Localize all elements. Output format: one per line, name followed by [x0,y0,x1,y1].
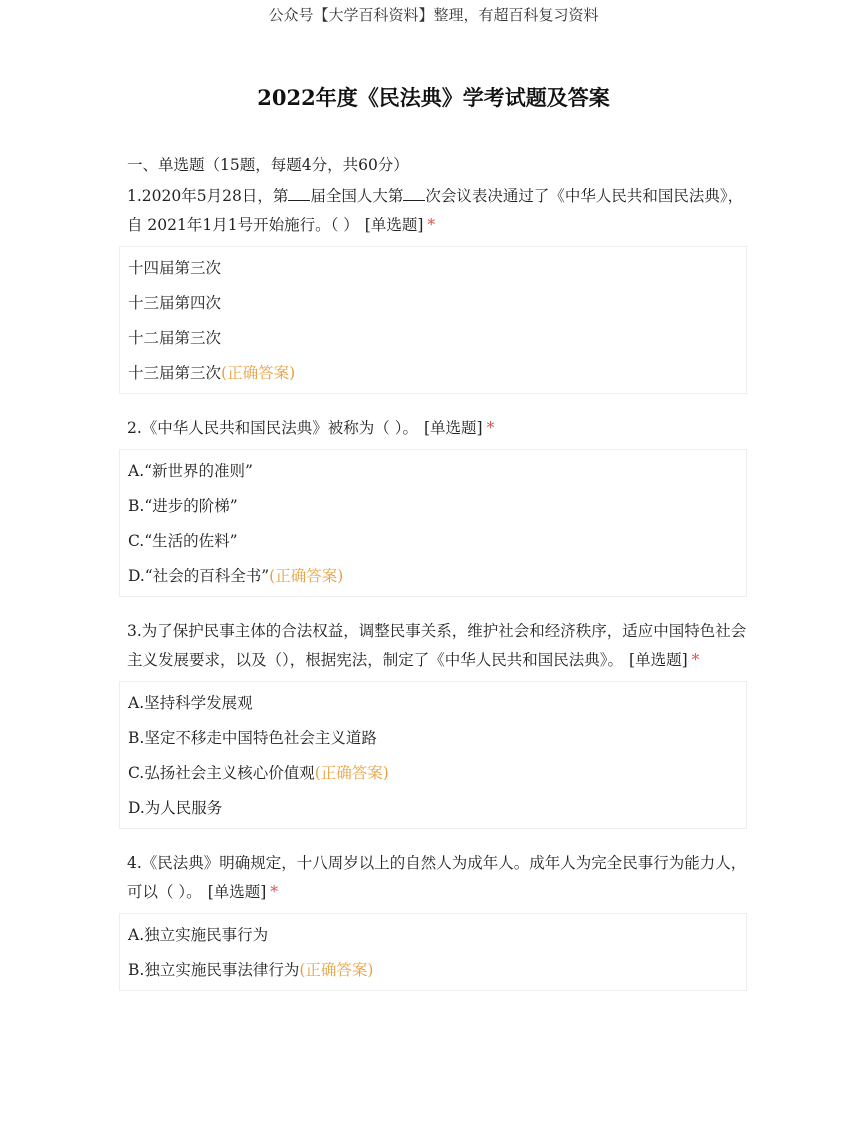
question-type-label: [单选题] [364,216,424,234]
option-text: 十三届第三次 [128,364,222,382]
option: A.坚持科学发展观 [128,694,253,712]
question-type-label: [单选题] [207,883,267,901]
correct-answer-mark: (正确答案) [314,764,389,782]
question-text-part: 届全国人大第 [310,187,404,205]
question-text-part: 次会议表决通过了《中华人民共和国民法典》，自 2021年1月1号开始施行。（ ） [127,187,744,234]
question-type-label: [单选题] [423,419,483,437]
option-correct [128,559,746,594]
option-correct [128,356,746,391]
option: 十三届第四次 [128,294,222,312]
option-text: B.独立实施民事法律行为 [128,961,300,979]
question-text [127,182,747,240]
question-text-body: 3.为了保护民事主体的合法权益，调整民事关系，维护社会和经济秩序，适应中国特色社会主义发展要求，以及（），根据宪法，制定了《中华人民共和国民法典》。 [127,622,747,669]
question-2 [127,414,747,597]
quiz-content [127,152,747,1011]
option: B.坚定不移走中国特色社会主义道路 [128,729,377,747]
header-note: 公众号【大学百科资料】整理，有超百科复习资料 [268,6,599,24]
options-list [119,246,747,394]
question-text-body: 2.《中华人民共和国民法典》被称为（ ）。 [127,419,418,437]
required-mark: * [486,419,495,437]
question-1 [127,182,747,394]
option-correct [128,953,746,988]
question-text [127,414,747,443]
option: B.“进步的阶梯” [128,497,238,515]
option: A.“新世界的准则” [128,462,253,480]
option-correct [128,756,746,791]
options-list [119,449,747,597]
question-text [127,617,747,675]
correct-answer-mark: (正确答案) [299,961,374,979]
question-text-body: 4.《民法典》明确规定，十八周岁以上的自然人为成年人。成年人为完全民事行为能力人，可以（ ）。 [127,854,747,901]
option: D.为人民服务 [128,799,223,817]
option: 十四届第三次 [128,259,222,277]
option-text: C.弘扬社会主义核心价值观 [128,764,315,782]
blank-line [288,186,310,201]
question-text-part: 1.2020年5月28日，第 [127,187,289,205]
option: C.“生活的佐料” [128,532,238,550]
option: 十二届第三次 [128,329,222,347]
blank-line [403,186,425,201]
document-title: 2022年度《民法典》学考试题及答案 [257,85,610,110]
question-text [127,849,747,907]
question-3 [127,617,747,829]
required-mark: * [691,651,700,669]
options-list [119,913,747,991]
correct-answer-mark: (正确答案) [221,364,296,382]
question-type-label: [单选题] [629,651,688,669]
correct-answer-mark: (正确答案) [269,567,344,585]
option-text: D.“社会的百科全书” [128,567,270,585]
section-heading: 一、单选题（15题，每题4分，共60分） [127,156,409,174]
options-list [119,681,747,829]
option: A.独立实施民事行为 [128,926,269,944]
required-mark: * [270,883,279,901]
question-4 [127,849,747,991]
required-mark: * [427,216,436,234]
